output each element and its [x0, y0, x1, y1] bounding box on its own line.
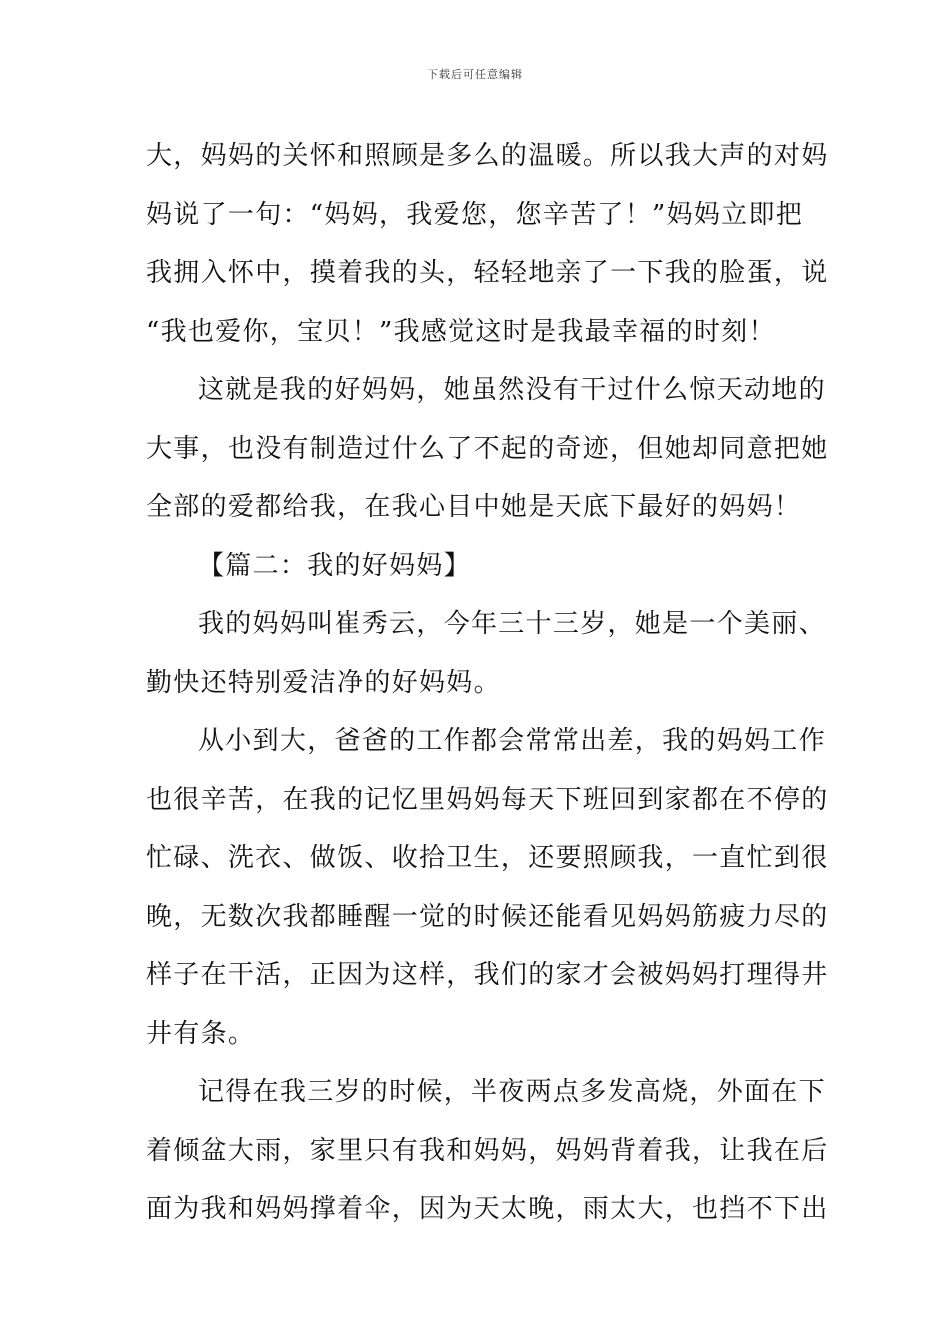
text-line: 妈说了一句：“妈妈，我爱您，您辛苦了！”妈妈立即把: [146, 199, 804, 230]
text-line: 我拥入怀中，摸着我的头，轻轻地亲了一下我的脸蛋，说: [146, 258, 829, 288]
text-line: 全部的爱都给我，在我心目中她是天底下最好的妈妈！: [146, 492, 802, 522]
text-line: 也很辛苦，在我的记忆里妈妈每天下班回到家都在不停的: [146, 784, 829, 815]
text-line: 从小到大，爸爸的工作都会常常出差，我的妈妈工作: [198, 726, 826, 756]
text-line: 勤快还特别爱洁净的好妈妈。: [146, 667, 501, 698]
text-line: “我也爱你，宝贝！”我感觉这时是我最幸福的时刻！: [146, 316, 776, 347]
document-body: [146, 127, 829, 1239]
section-heading: 【篇二：我的好妈妈】: [198, 550, 472, 581]
text-line: 我的妈妈叫崔秀云，今年三十三岁，她是一个美丽、: [198, 609, 826, 639]
text-line: 这就是我的好妈妈，她虽然没有干过什么惊天动地的: [198, 375, 826, 405]
text-line: 忙碌、洗衣、做饭、收拾卫生，还要照顾我，一直忙到很: [146, 843, 829, 873]
text-line: 大，妈妈的关怀和照顾是多么的温暖。所以我大声的对妈: [146, 141, 829, 171]
page-header: 下载后可任意编辑: [427, 68, 523, 81]
text-line: 面为我和妈妈撑着伞，因为天太晚，雨太大，也挡不下出: [146, 1194, 829, 1224]
text-line: 晚，无数次我都睡醒一觉的时候还能看见妈妈筋疲力尽的: [146, 901, 829, 932]
text-line: 样子在干活，正因为这样，我们的家才会被妈妈打理得井: [146, 960, 829, 990]
text-line: 井有条。: [146, 1018, 256, 1049]
text-line: 大事，也没有制造过什么了不起的奇迹，但她却同意把她: [146, 433, 829, 464]
text-line: 记得在我三岁的时候，半夜两点多发高烧，外面在下: [198, 1077, 826, 1107]
text-line: 着倾盆大雨，家里只有我和妈妈，妈妈背着我，让我在后: [146, 1135, 829, 1166]
